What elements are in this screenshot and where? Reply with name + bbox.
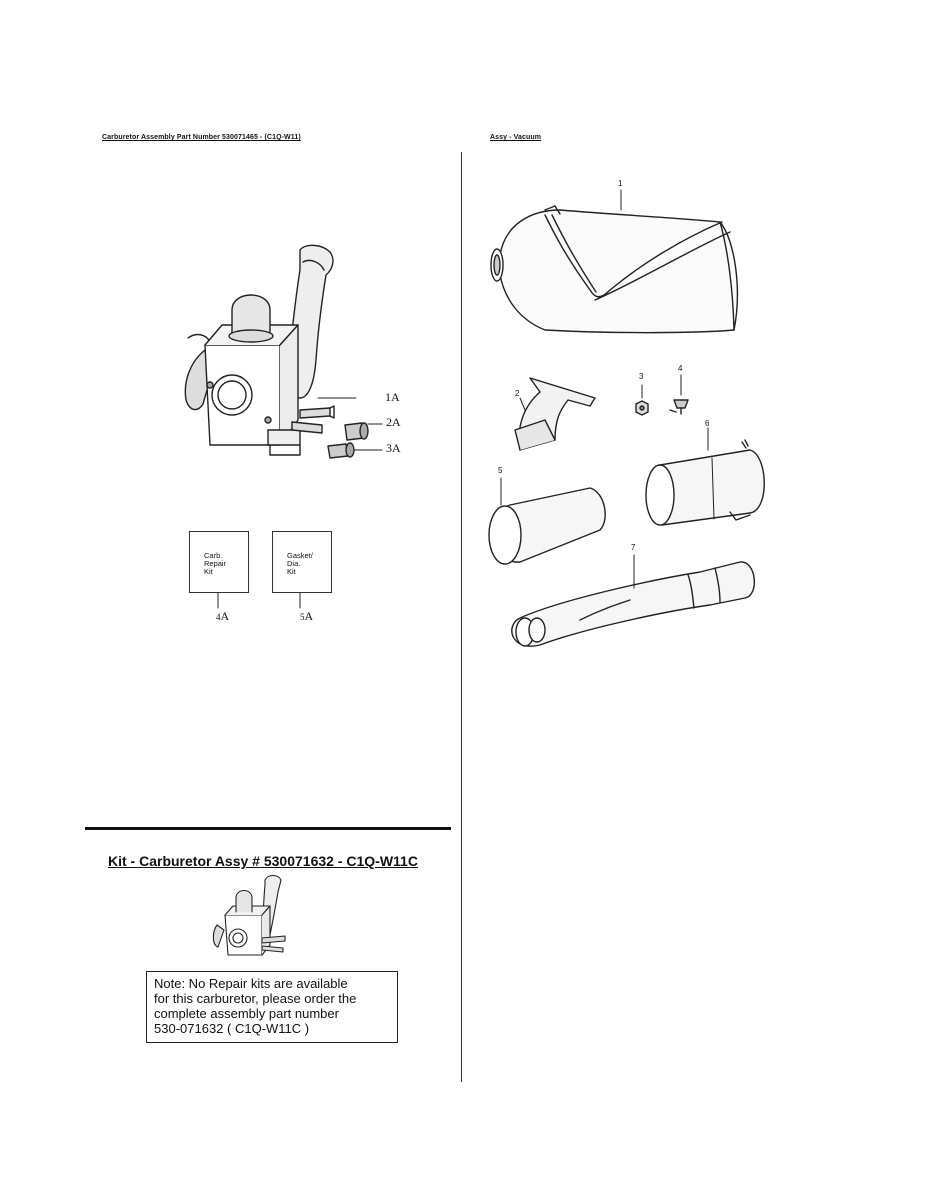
- vacuum-callout-2: 2: [515, 389, 520, 398]
- callout-2: 2A: [386, 415, 401, 429]
- carb-repair-kit-box: Carb. Repair Kit: [189, 531, 249, 593]
- kit-carburetor-drawing: [213, 876, 285, 956]
- vacuum-callout-4: 4: [678, 364, 683, 373]
- vacuum-callout-3: 3: [639, 372, 644, 381]
- gasket-kit-box: Gasket/ Dia. Kit: [272, 531, 332, 593]
- screw-drawing: [670, 375, 688, 414]
- vacuum-callout-1: 1: [618, 179, 623, 188]
- callout-5: 5A: [300, 609, 314, 623]
- nozzle-drawing: [512, 555, 755, 646]
- vacuum-assembly-header: Assy - Vacuum: [490, 134, 542, 141]
- nut-drawing: [636, 385, 648, 415]
- vacuum-callout-6: 6: [705, 419, 710, 428]
- cylinder-drawing: [646, 428, 764, 525]
- tube-drawing: [489, 478, 605, 564]
- carburetor-drawing: [185, 245, 382, 458]
- callout-4: 4A: [216, 609, 230, 623]
- kit-title: Kit - Carburetor Assy # 530071632 - C1Q-W11C: [108, 853, 418, 869]
- vacuum-callout-7: 7: [631, 543, 636, 552]
- callout-1: 1A: [385, 390, 400, 404]
- carburetor-assembly-header: Carburetor Assembly Part Number 530071465 - (C1Q-W11): [102, 134, 301, 141]
- repair-note: Note: No Repair kits are available for this carburetor, please order the complete assembly part number 530-071632 ( C1Q-W11C ): [146, 971, 398, 1043]
- vacuum-callout-5: 5: [498, 466, 503, 475]
- vacuum-bag-drawing: [491, 190, 737, 333]
- elbow-drawing: [515, 378, 595, 450]
- callout-3: 3A: [386, 441, 401, 455]
